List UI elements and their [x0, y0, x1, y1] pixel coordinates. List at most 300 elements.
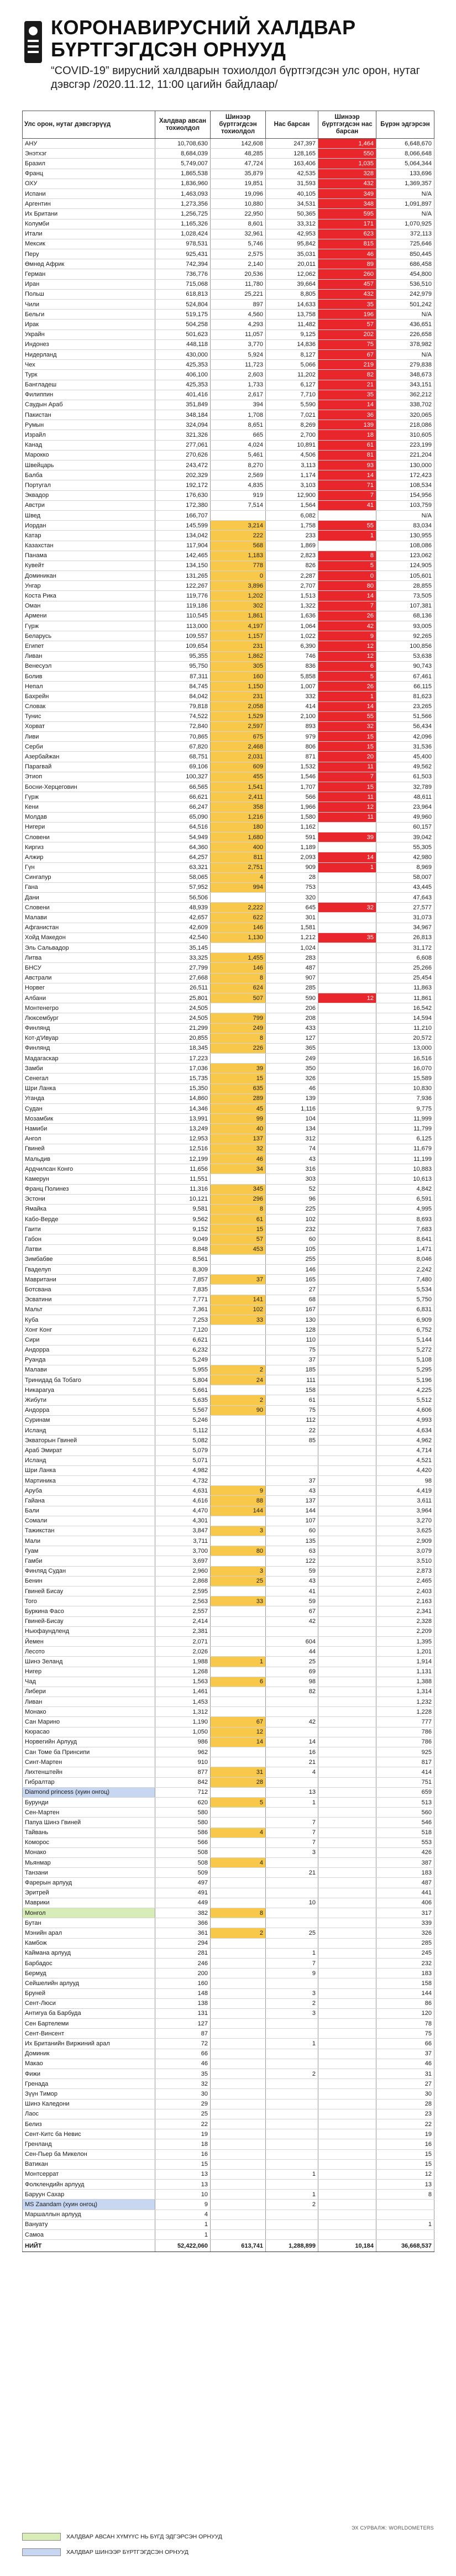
deaths-cell: 27	[266, 1285, 318, 1295]
cases-cell: 2,563	[155, 1596, 211, 1606]
cases-cell: 5,955	[155, 1365, 211, 1375]
deaths-cell: 332	[266, 692, 318, 701]
new-deaths-cell	[318, 1315, 376, 1324]
new-deaths-cell	[318, 913, 376, 923]
cases-cell: 586	[155, 1828, 211, 1837]
new-deaths-cell: 815	[318, 239, 376, 249]
recovered-cell: 686,458	[376, 259, 434, 269]
deaths-cell: 163,406	[266, 159, 318, 169]
cases-cell: 145,599	[155, 521, 211, 531]
new-deaths-cell	[318, 1154, 376, 1164]
table-row	[23, 480, 434, 490]
new-cases-cell: 146	[211, 963, 266, 973]
country-name: Монтенегро	[23, 1003, 155, 1013]
country-name: Гүрж	[23, 792, 155, 802]
country-name: Египет	[23, 641, 155, 651]
recovered-cell: 1,914	[376, 1657, 434, 1667]
recovered-cell: 100,856	[376, 641, 434, 651]
cases-cell: 67,820	[155, 742, 211, 752]
recovered-cell: 725,646	[376, 239, 434, 249]
table-row	[23, 1667, 434, 1677]
deaths-cell: 1	[266, 1797, 318, 1807]
deaths-cell: 105	[266, 1244, 318, 1254]
recovered-cell: 560	[376, 1808, 434, 1818]
country-name: Итали	[23, 229, 155, 239]
recovered-cell	[376, 2200, 434, 2210]
table-row	[23, 591, 434, 601]
deaths-cell: 50,365	[266, 209, 318, 219]
new-cases-cell: 146	[211, 923, 266, 933]
table-row	[23, 521, 434, 531]
country-name: Балба	[23, 470, 155, 480]
new-deaths-cell	[318, 1878, 376, 1888]
country-name: Израйл	[23, 430, 155, 440]
table-row	[23, 2200, 434, 2210]
deaths-cell: 1,546	[266, 772, 318, 782]
new-deaths-cell: 15	[318, 782, 376, 792]
new-deaths-cell	[318, 963, 376, 973]
recovered-cell: 83,034	[376, 521, 434, 531]
deaths-cell: 2	[266, 1998, 318, 2008]
new-cases-cell	[211, 1667, 266, 1677]
new-cases-cell: 1,157	[211, 631, 266, 641]
cases-cell: 57,952	[155, 882, 211, 892]
cases-cell: 2,960	[155, 1566, 211, 1576]
cases-cell: 109,654	[155, 641, 211, 651]
recovered-cell: 4,714	[376, 1446, 434, 1455]
table-row	[23, 711, 434, 721]
cases-cell: 12,953	[155, 1134, 211, 1144]
deaths-cell: 12,062	[266, 269, 318, 279]
table-row	[23, 1023, 434, 1033]
recovered-cell: 92,265	[376, 631, 434, 641]
recovered-cell: 441	[376, 1888, 434, 1898]
total-new-deaths: 10,184	[318, 2240, 376, 2252]
new-deaths-cell	[318, 1998, 376, 2008]
table-row	[23, 1124, 434, 1134]
country-name: Нидерланд	[23, 349, 155, 359]
country-name: Словени	[23, 832, 155, 842]
cases-cell: 19	[155, 2129, 211, 2139]
deaths-cell: 6,390	[266, 641, 318, 651]
table-row	[23, 1426, 434, 1436]
country-name: Бермуд	[23, 1968, 155, 1978]
country-name: Макао	[23, 2059, 155, 2069]
recovered-cell: 66	[376, 2039, 434, 2049]
table-row	[23, 963, 434, 973]
cases-cell: 449	[155, 1898, 211, 1908]
table-row	[23, 721, 434, 731]
country-name: Бутан	[23, 1918, 155, 1928]
cases-cell: 3,700	[155, 1546, 211, 1556]
table-row	[23, 832, 434, 842]
deaths-cell	[266, 2139, 318, 2149]
recovered-cell: 1,070,925	[376, 219, 434, 229]
deaths-cell: 43	[266, 1576, 318, 1586]
new-cases-cell: 2,140	[211, 259, 266, 269]
table-row	[23, 2230, 434, 2240]
new-cases-cell: 609	[211, 762, 266, 772]
deaths-cell: 144	[266, 1506, 318, 1516]
cases-cell: 64,360	[155, 842, 211, 852]
cases-cell: 430,000	[155, 349, 211, 359]
deaths-cell	[266, 1808, 318, 1818]
deaths-cell: 135	[266, 1536, 318, 1546]
deaths-cell: 75	[266, 1345, 318, 1355]
new-cases-cell: 1,202	[211, 591, 266, 601]
cases-cell: 401,416	[155, 390, 211, 400]
table-row	[23, 641, 434, 651]
recovered-cell: 81,623	[376, 692, 434, 701]
new-cases-cell: 635	[211, 1083, 266, 1093]
new-cases-cell: 88	[211, 1496, 266, 1506]
recovered-cell: 3,625	[376, 1526, 434, 1536]
table-row	[23, 2049, 434, 2059]
country-name: Киргиз	[23, 842, 155, 852]
new-cases-cell: 180	[211, 822, 266, 832]
country-name: Дани	[23, 893, 155, 903]
cases-cell: 715,068	[155, 279, 211, 289]
cases-cell: 5,635	[155, 1395, 211, 1405]
country-name: Португал	[23, 480, 155, 490]
table-row	[23, 149, 434, 159]
recovered-cell: 8,693	[376, 1214, 434, 1224]
table-row	[23, 1576, 434, 1586]
cases-cell: 736,776	[155, 269, 211, 279]
table-row	[23, 1978, 434, 1988]
country-name: Алжир	[23, 852, 155, 862]
cases-cell: 321,326	[155, 430, 211, 440]
new-deaths-cell: 260	[318, 269, 376, 279]
recovered-cell: 218,086	[376, 420, 434, 430]
cases-cell: 42,609	[155, 923, 211, 933]
new-cases-cell: 20,536	[211, 269, 266, 279]
table-row	[23, 2059, 434, 2069]
cases-cell: 42,540	[155, 933, 211, 943]
deaths-cell: 34,531	[266, 199, 318, 209]
country-name: Маршаллын арлууд	[23, 2210, 155, 2219]
cases-cell: 13	[155, 2169, 211, 2179]
new-cases-cell: 1,130	[211, 933, 266, 943]
country-name: Ямайка	[23, 1204, 155, 1214]
deaths-cell: 1,532	[266, 762, 318, 772]
table-row	[23, 1536, 434, 1546]
deaths-cell: 320	[266, 893, 318, 903]
cases-cell: 30	[155, 2089, 211, 2099]
deaths-cell	[266, 2149, 318, 2159]
country-name: Албани	[23, 993, 155, 1003]
country-name: MS Zaandam (хуин онгоц)	[23, 2200, 155, 2210]
page-title-line-2: БҮРТГЭГДСЭН ОРНУУД	[51, 38, 286, 61]
cases-cell: 95,750	[155, 661, 211, 671]
country-name: Австри	[23, 500, 155, 510]
cases-cell: 348,184	[155, 410, 211, 420]
new-deaths-cell: 93	[318, 460, 376, 470]
cases-cell: 10,121	[155, 1194, 211, 1204]
new-deaths-cell	[318, 1265, 376, 1275]
new-cases-cell: 4,197	[211, 621, 266, 631]
new-deaths-cell: 12	[318, 641, 376, 651]
new-cases-cell: 46	[211, 1154, 266, 1164]
cases-cell: 84,745	[155, 682, 211, 692]
cases-cell: 580	[155, 1818, 211, 1828]
country-name: Нигер	[23, 1667, 155, 1677]
table-row	[23, 440, 434, 450]
recovered-cell: 60,157	[376, 822, 434, 832]
new-deaths-cell: 1,035	[318, 159, 376, 169]
recovered-cell: 2,873	[376, 1566, 434, 1576]
new-deaths-cell: 35	[318, 933, 376, 943]
new-cases-cell: 15	[211, 1224, 266, 1234]
new-deaths-cell	[318, 822, 376, 832]
country-name: Ватикан	[23, 2159, 155, 2169]
deaths-cell: 25	[266, 1657, 318, 1667]
new-deaths-cell: 623	[318, 229, 376, 239]
cases-cell: 119,776	[155, 591, 211, 601]
country-name: Швейцарь	[23, 460, 155, 470]
cases-cell: 65,090	[155, 812, 211, 822]
new-deaths-cell: 432	[318, 289, 376, 299]
cases-cell: 35,145	[155, 943, 211, 953]
deaths-cell: 233	[266, 531, 318, 541]
table-row	[23, 1214, 434, 1224]
new-deaths-cell	[318, 1647, 376, 1657]
new-cases-cell	[211, 1616, 266, 1626]
recovered-cell: 53,638	[376, 651, 434, 661]
cases-cell: 9,152	[155, 1224, 211, 1234]
deaths-cell	[266, 2019, 318, 2029]
new-deaths-cell	[318, 510, 376, 520]
new-cases-cell: 4,560	[211, 310, 266, 320]
cases-cell: 42,657	[155, 913, 211, 923]
recovered-cell: 414	[376, 1767, 434, 1777]
deaths-cell: 7,021	[266, 410, 318, 420]
deaths-cell: 1	[266, 1948, 318, 1958]
table-row	[23, 1486, 434, 1496]
deaths-cell: 59	[266, 1566, 318, 1576]
new-deaths-cell: 1,464	[318, 139, 376, 149]
country-name: Сен-Пьер ба Микелон	[23, 2149, 155, 2159]
new-cases-cell: 394	[211, 400, 266, 410]
cases-cell: 33,325	[155, 953, 211, 963]
country-name: Исланд	[23, 1455, 155, 1465]
recovered-cell: 279,838	[376, 360, 434, 370]
deaths-cell	[266, 1938, 318, 1948]
table-row	[23, 410, 434, 420]
recovered-cell: 1	[376, 2219, 434, 2229]
new-cases-cell	[211, 2039, 266, 2049]
country-name: Чили	[23, 300, 155, 310]
table-row	[23, 239, 434, 249]
cases-cell: 618,813	[155, 289, 211, 299]
deaths-cell: 35,031	[266, 249, 318, 259]
recovered-cell: 1,232	[376, 1697, 434, 1707]
recovered-cell: 387	[376, 1858, 434, 1868]
table-row	[23, 852, 434, 862]
new-deaths-cell: 75	[318, 339, 376, 349]
new-cases-cell: 1,150	[211, 682, 266, 692]
country-name: Босни-Херцеговин	[23, 782, 155, 792]
cases-cell: 46	[155, 2059, 211, 2069]
new-deaths-cell	[318, 983, 376, 993]
table-row	[23, 1446, 434, 1455]
recovered-cell: N/A	[376, 189, 434, 198]
cases-cell: 7,120	[155, 1325, 211, 1335]
country-name: Габон	[23, 1234, 155, 1244]
new-deaths-cell: 14	[318, 591, 376, 601]
table-row	[23, 2159, 434, 2169]
country-name: Гүн	[23, 862, 155, 872]
recovered-cell: 16,070	[376, 1064, 434, 1074]
country-name: Армени	[23, 611, 155, 621]
new-deaths-cell	[318, 1697, 376, 1707]
recovered-cell: 5,750	[376, 1295, 434, 1305]
deaths-cell: 98	[266, 1677, 318, 1687]
table-row	[23, 1606, 434, 1616]
new-cases-cell: 8	[211, 973, 266, 983]
table-row	[23, 782, 434, 792]
cases-cell: 1,165,326	[155, 219, 211, 229]
table-row	[23, 621, 434, 631]
deaths-cell: 7	[266, 1958, 318, 1968]
deaths-cell: 25	[266, 1928, 318, 1938]
deaths-cell: 1,580	[266, 812, 318, 822]
column-header-country: Улс орон, нутаг дэвсгэрүүд	[23, 111, 155, 139]
table-row	[23, 1154, 434, 1164]
cases-cell: 148	[155, 1988, 211, 1998]
new-deaths-cell: 1	[318, 692, 376, 701]
new-cases-cell: 67	[211, 1717, 266, 1727]
new-deaths-cell	[318, 1305, 376, 1315]
deaths-cell: 487	[266, 963, 318, 973]
deaths-cell: 8,127	[266, 349, 318, 359]
recovered-cell: 221,204	[376, 450, 434, 460]
country-name: Бурунди	[23, 1797, 155, 1807]
cases-cell: 58,065	[155, 872, 211, 882]
legend-green	[22, 2533, 434, 2541]
deaths-cell: 7	[266, 1828, 318, 1837]
new-cases-cell	[211, 1325, 266, 1335]
new-deaths-cell	[318, 2029, 376, 2039]
recovered-cell: 11,679	[376, 1144, 434, 1154]
new-deaths-cell	[318, 1968, 376, 1978]
column-header-deaths: Нас барсан	[266, 111, 318, 139]
country-name: Парагвай	[23, 762, 155, 772]
table-row	[23, 1757, 434, 1767]
recovered-cell: 107,381	[376, 601, 434, 611]
deaths-cell: 146	[266, 1265, 318, 1275]
deaths-cell: 826	[266, 561, 318, 570]
recovered-cell: 553	[376, 1837, 434, 1847]
recovered-cell: 11,210	[376, 1023, 434, 1033]
table-row	[23, 792, 434, 802]
new-cases-cell	[211, 2008, 266, 2018]
new-cases-cell: 4	[211, 1828, 266, 1837]
new-deaths-cell	[318, 1918, 376, 1928]
new-deaths-cell	[318, 1244, 376, 1254]
new-cases-cell: 4,293	[211, 320, 266, 329]
cases-cell: 48,939	[155, 903, 211, 913]
country-name: Тайвань	[23, 1828, 155, 1837]
recovered-cell: 4,521	[376, 1455, 434, 1465]
new-deaths-cell	[318, 1496, 376, 1506]
cases-cell: 25	[155, 2109, 211, 2119]
recovered-cell: 242,979	[376, 289, 434, 299]
new-cases-cell: 141	[211, 1295, 266, 1305]
recovered-cell: 25,454	[376, 973, 434, 983]
table-row	[23, 1998, 434, 2008]
new-deaths-cell	[318, 1677, 376, 1687]
new-deaths-cell	[318, 943, 376, 953]
country-name: Франц	[23, 169, 155, 179]
table-row	[23, 1074, 434, 1083]
deaths-cell: 60	[266, 1526, 318, 1536]
new-deaths-cell	[318, 1737, 376, 1747]
new-deaths-cell	[318, 1214, 376, 1224]
new-cases-cell	[211, 1415, 266, 1425]
recovered-cell: 42,096	[376, 732, 434, 742]
cases-cell: 5,112	[155, 1426, 211, 1436]
table-row	[23, 1616, 434, 1626]
country-name: Лихтенштейн	[23, 1767, 155, 1777]
deaths-cell: 645	[266, 903, 318, 913]
deaths-cell: 4	[266, 1767, 318, 1777]
deaths-cell: 61	[266, 1395, 318, 1405]
new-deaths-cell	[318, 973, 376, 983]
cases-cell: 986	[155, 1737, 211, 1747]
country-name: Непал	[23, 682, 155, 692]
cases-cell: 26,511	[155, 983, 211, 993]
new-cases-cell	[211, 1998, 266, 2008]
table-row	[23, 882, 434, 892]
recovered-cell: 13,000	[376, 1043, 434, 1053]
cases-cell: 1	[155, 2219, 211, 2229]
table-row	[23, 329, 434, 339]
deaths-cell: 1,189	[266, 842, 318, 852]
new-deaths-cell	[318, 1355, 376, 1365]
country-name: Каймана арлууд	[23, 1948, 155, 1958]
recovered-cell: 4,225	[376, 1385, 434, 1395]
country-name: Малави	[23, 1365, 155, 1375]
recovered-cell: 15	[376, 2149, 434, 2159]
new-deaths-cell	[318, 2049, 376, 2059]
total-cases: 52,422,060	[155, 2240, 211, 2252]
country-name: Исланд	[23, 1426, 155, 1436]
country-name: Синт-Мартен	[23, 1757, 155, 1767]
new-cases-cell: 25,221	[211, 289, 266, 299]
deaths-cell: 247,397	[266, 139, 318, 149]
deaths-cell: 1,636	[266, 611, 318, 621]
new-deaths-cell	[318, 1295, 376, 1305]
country-name: Аргентин	[23, 199, 155, 209]
recovered-cell: 58,007	[376, 872, 434, 882]
recovered-cell: 513	[376, 1797, 434, 1807]
recovered-cell: 454,800	[376, 269, 434, 279]
table-row	[23, 993, 434, 1003]
cases-cell: 448,118	[155, 339, 211, 349]
table-row	[23, 1868, 434, 1878]
recovered-cell: 1,395	[376, 1636, 434, 1646]
new-cases-cell	[211, 1968, 266, 1978]
recovered-cell: 1,091,897	[376, 199, 434, 209]
recovered-cell: 30	[376, 2089, 434, 2099]
table-row	[23, 661, 434, 671]
recovered-cell: 4,993	[376, 1415, 434, 1425]
new-cases-cell: 144	[211, 1506, 266, 1516]
new-cases-cell	[211, 2180, 266, 2190]
cases-cell: 2,026	[155, 1647, 211, 1657]
deaths-cell	[266, 2159, 318, 2169]
